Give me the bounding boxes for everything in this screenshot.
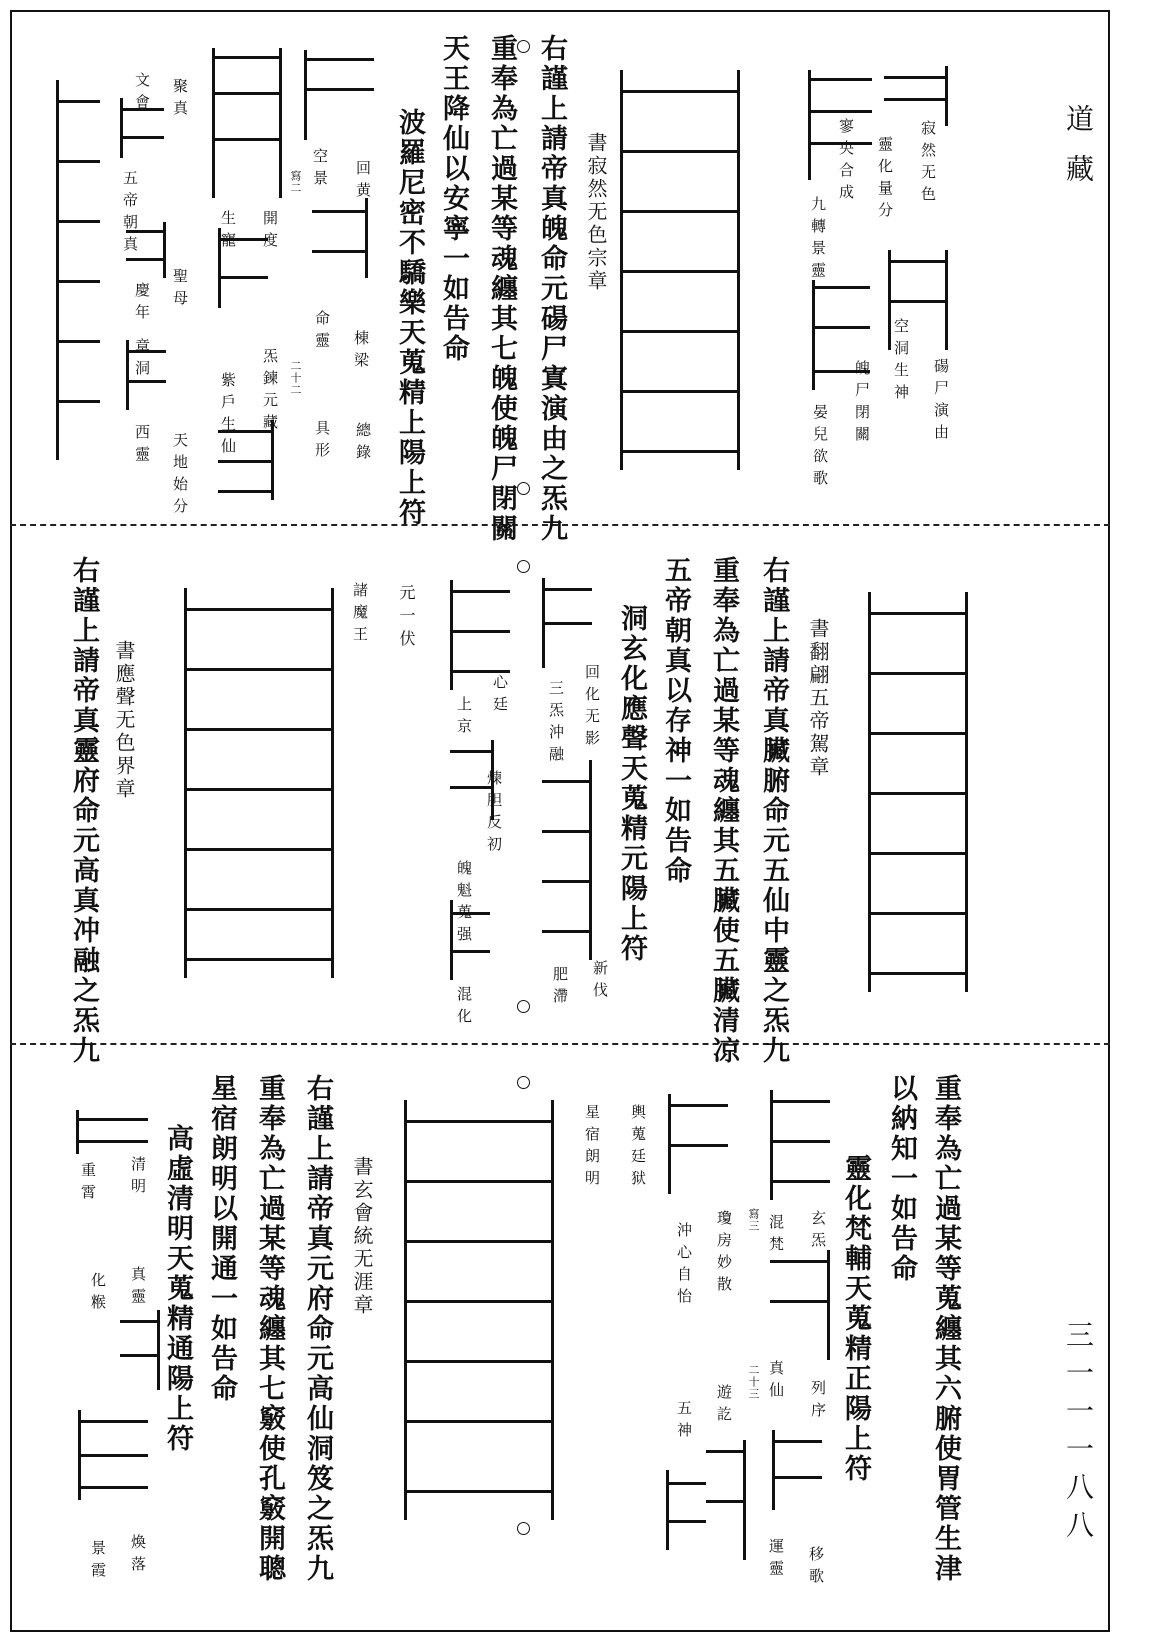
seal-glyph bbox=[312, 198, 368, 278]
tag: 二十三 bbox=[747, 1364, 760, 1400]
circle-mark bbox=[517, 1000, 530, 1013]
circle-mark bbox=[517, 40, 530, 53]
seal-glyph bbox=[450, 740, 494, 820]
chapter-heading: 書玄會統无涯章 bbox=[350, 1156, 374, 1317]
text-column: 右謹上請帝真元府命元高仙洞笈之炁九 bbox=[302, 1074, 333, 1584]
panel-divider-2 bbox=[10, 1043, 1110, 1045]
gloss: 真靈 bbox=[129, 1266, 147, 1310]
seal-glyph bbox=[126, 222, 166, 278]
seal-glyph bbox=[218, 228, 268, 308]
seal-glyph bbox=[76, 1110, 148, 1154]
seal-glyph bbox=[218, 420, 274, 500]
gloss: 煉胆反初 bbox=[485, 770, 503, 858]
seal-glyph bbox=[884, 66, 948, 126]
seal-glyph bbox=[450, 580, 510, 690]
gloss: 清明 bbox=[129, 1156, 147, 1200]
gloss: 重霄 bbox=[79, 1162, 97, 1206]
gloss: 空景 bbox=[311, 148, 329, 192]
seal-glyph bbox=[120, 98, 164, 158]
seal-glyph bbox=[212, 48, 282, 198]
gloss: 魄魁蒐强 bbox=[455, 860, 473, 948]
gloss: 具形 bbox=[313, 420, 331, 464]
gloss: 新伐 bbox=[591, 960, 609, 1004]
gloss: 魄尸閉關 bbox=[853, 360, 871, 448]
seal-column bbox=[868, 592, 968, 992]
gloss: 天地始分 bbox=[171, 432, 189, 520]
gloss: 晏兒欲歌 bbox=[811, 404, 829, 492]
seal-glyph bbox=[666, 1470, 706, 1550]
gloss: 瓊房妙散 bbox=[715, 1210, 733, 1298]
gloss: 上京 bbox=[455, 696, 473, 740]
gloss: 棟梁 bbox=[352, 330, 370, 374]
text-column: 右謹上請帝真靈府命元高真冲融之炁九 bbox=[68, 556, 99, 1066]
text-column: 洞玄化應聲天蒐精元陽上符 bbox=[616, 604, 647, 964]
seal-glyph bbox=[542, 578, 592, 668]
gloss: 真仙 bbox=[767, 1360, 785, 1404]
circle-mark bbox=[517, 1522, 530, 1535]
text-column: 以納知一如告命 bbox=[886, 1074, 917, 1284]
seal-glyph bbox=[772, 1430, 822, 1510]
gloss: 西靈 bbox=[133, 424, 151, 468]
gloss: 輿蒐廷狱 bbox=[629, 1104, 647, 1192]
seal-column bbox=[404, 1100, 554, 1520]
text-column: 重奉為亡過某等魂纏其七魄使魄尸閉關 bbox=[486, 34, 517, 544]
gloss: 寥央合成 bbox=[837, 118, 855, 206]
gloss: 九轉景靈 bbox=[809, 196, 827, 284]
seal-column bbox=[184, 588, 334, 978]
seal-column bbox=[542, 760, 592, 960]
text-column: 重奉為亡過某等魂纏其五臟使五臟清凉 bbox=[708, 556, 739, 1066]
circle-mark bbox=[517, 482, 530, 495]
chapter-heading: 書應聲无色界章 bbox=[112, 640, 136, 801]
gloss: 慶年 bbox=[133, 282, 151, 326]
seal-glyph bbox=[770, 1090, 830, 1200]
gloss: 靈化量分 bbox=[876, 136, 894, 224]
gloss: 開度 bbox=[261, 210, 279, 254]
circle-mark bbox=[517, 1076, 530, 1089]
tag: 二十二 bbox=[289, 360, 302, 396]
seal-glyph bbox=[770, 1250, 830, 1360]
gloss: 三炁沖融 bbox=[547, 680, 565, 768]
gloss: 運靈 bbox=[767, 1538, 785, 1582]
circle-mark bbox=[517, 560, 530, 573]
seal-glyph bbox=[668, 1094, 728, 1194]
gloss: 生寵 bbox=[219, 210, 237, 254]
seal-glyph bbox=[304, 50, 374, 140]
text-column: 右謹上請帝真魄命元碭尸寘演由之炁九 bbox=[536, 34, 567, 544]
gloss: 總錄 bbox=[354, 422, 372, 466]
gloss: 回黄 bbox=[354, 160, 372, 204]
chapter-heading: 書寂然无色宗章 bbox=[584, 132, 608, 293]
text-column: 五帝朝真以存神一如告命 bbox=[660, 556, 691, 886]
gloss: 聖母 bbox=[171, 268, 189, 312]
gloss: 聚真 bbox=[171, 78, 189, 122]
gloss: 混化 bbox=[455, 986, 473, 1030]
seal-column bbox=[620, 70, 740, 470]
tag: 寫三 bbox=[747, 1208, 760, 1232]
seal-glyph bbox=[450, 900, 490, 980]
page-number: 三一一一八八 bbox=[1062, 1320, 1095, 1548]
text-column: 波羅尼密不驕樂天蒐精上陽上符 bbox=[394, 108, 425, 528]
gloss: 寂然无色 bbox=[919, 120, 937, 208]
seal-glyph bbox=[126, 340, 166, 410]
gloss: 沖心自怡 bbox=[675, 1222, 693, 1310]
text-column: 高虛清明天蒐精通陽上符 bbox=[162, 1124, 193, 1454]
gloss: 文會 bbox=[133, 72, 151, 116]
gloss: 碭尸演由 bbox=[932, 358, 950, 446]
gloss: 煥落 bbox=[129, 1534, 147, 1578]
gloss: 命靈 bbox=[313, 310, 331, 354]
text-column: 重奉為亡過某等蒐纏其六腑使胃管生津 bbox=[930, 1074, 961, 1584]
gloss: 五帝朝真 bbox=[121, 170, 139, 258]
gloss: 空洞生神 bbox=[892, 318, 910, 406]
text-column: 重奉為亡過某等魂纏其七竅使孔竅開聰 bbox=[254, 1074, 285, 1584]
gloss: 炁鍊元藏 bbox=[261, 348, 279, 436]
text-column: 星宿朗明以開通一如告命 bbox=[206, 1074, 237, 1404]
chapter-heading: 書翻翩五帝駕章 bbox=[806, 618, 830, 779]
book-title: 道藏 bbox=[1062, 104, 1095, 204]
gloss: 景霞 bbox=[89, 1540, 107, 1584]
seal-glyph bbox=[78, 1410, 148, 1500]
gloss: 元一伏 bbox=[397, 584, 416, 653]
gloss: 移歌 bbox=[807, 1546, 825, 1590]
gloss: 心廷 bbox=[491, 674, 509, 718]
gloss: 回化无影 bbox=[583, 664, 601, 752]
gloss: 玄炁 bbox=[809, 1210, 827, 1254]
gloss: 五神 bbox=[675, 1400, 693, 1444]
gloss: 列序 bbox=[809, 1380, 827, 1424]
seal-column bbox=[56, 80, 100, 460]
text-column: 右謹上請帝真臟腑命元五仙中靈之炁九 bbox=[758, 556, 789, 1066]
gloss: 肥滯 bbox=[551, 966, 569, 1010]
gloss: 星宿朗明 bbox=[583, 1104, 601, 1192]
gloss: 混梵 bbox=[767, 1214, 785, 1258]
text-column: 靈化梵輔天蒐精正陽上符 bbox=[840, 1154, 871, 1484]
seal-glyph bbox=[706, 1440, 746, 1560]
gloss: 章洞 bbox=[133, 338, 151, 382]
text-column: 天王降仙以安寧一如告命 bbox=[438, 34, 469, 364]
seal-glyph bbox=[120, 1310, 160, 1390]
tag: 寫二 bbox=[289, 170, 302, 194]
gloss: 遊訖 bbox=[715, 1384, 733, 1428]
gloss: 化糇 bbox=[89, 1272, 107, 1316]
gloss: 諸魔王 bbox=[351, 582, 369, 648]
gloss: 紫戶生仙 bbox=[219, 372, 237, 460]
